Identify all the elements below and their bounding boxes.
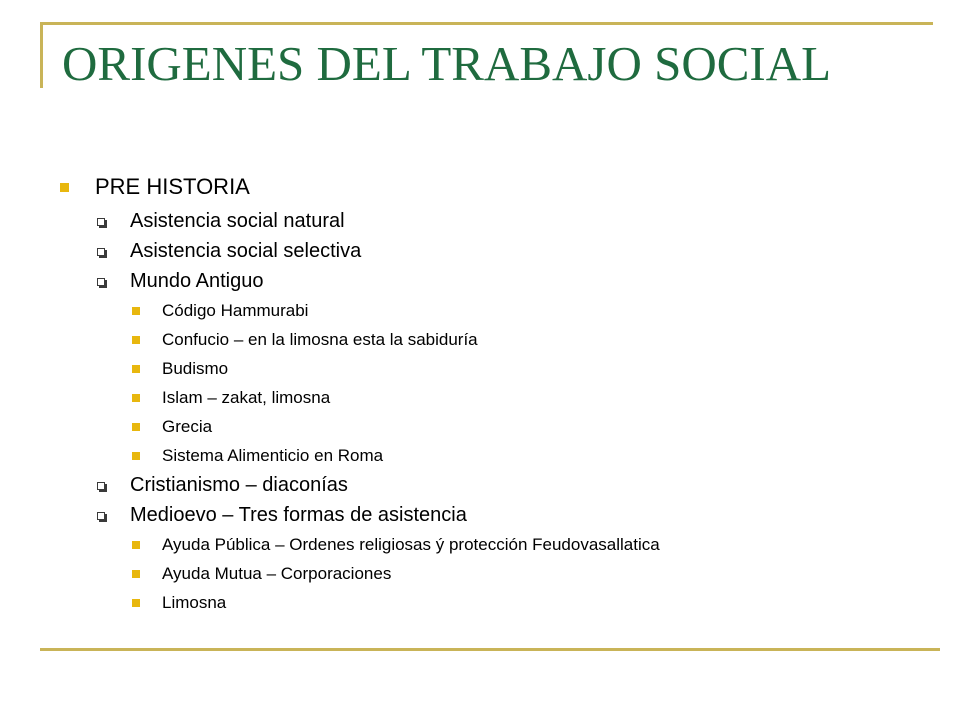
sub-bullet-item bbox=[60, 266, 920, 296]
hollow-square-bullet-icon bbox=[97, 248, 105, 256]
slide-title: ORIGENES DEL TRABAJO SOCIAL bbox=[62, 36, 832, 91]
frame-left-rule bbox=[40, 22, 43, 88]
sub-sub-bullet-item bbox=[60, 354, 920, 383]
square-bullet-icon bbox=[60, 183, 69, 192]
sub-bullet-text: Cristianismo – diaconías bbox=[130, 474, 348, 496]
sub-sub-bullet-text: Grecia bbox=[162, 417, 213, 436]
square-bullet-icon bbox=[132, 570, 140, 578]
bullet-text: PRE HISTORIA bbox=[95, 174, 250, 199]
square-bullet-icon bbox=[132, 394, 140, 402]
sub-sub-bullet-item bbox=[60, 588, 920, 617]
sub-sub-bullet-item bbox=[60, 441, 920, 470]
frame-bottom-rule bbox=[40, 648, 940, 651]
sub-sub-bullet-text: Islam – zakat, limosna bbox=[162, 388, 331, 407]
square-bullet-icon bbox=[132, 365, 140, 373]
square-bullet-icon bbox=[132, 541, 140, 549]
sub-sub-bullet-text: Ayuda Pública – Ordenes religiosas ý protección Feudovasallatica bbox=[162, 535, 660, 554]
sub-sub-bullet-item bbox=[60, 559, 920, 588]
sub-bullet-text: Mundo Antiguo bbox=[130, 270, 264, 292]
sub-sub-bullet-text: Confucio – en la limosna esta la sabiduría bbox=[162, 330, 478, 349]
bullet-list bbox=[60, 168, 920, 617]
hollow-square-bullet-icon bbox=[97, 482, 105, 490]
sub-sub-bullet-item bbox=[60, 383, 920, 412]
hollow-square-bullet-icon bbox=[97, 218, 105, 226]
sub-bullet-item bbox=[60, 236, 920, 266]
sub-bullet-item bbox=[60, 206, 920, 236]
sub-sub-bullet-item bbox=[60, 530, 920, 559]
sub-sub-bullet-item bbox=[60, 412, 920, 441]
sub-sub-bullet-text: Código Hammurabi bbox=[162, 301, 309, 320]
hollow-square-bullet-icon bbox=[97, 512, 105, 520]
square-bullet-icon bbox=[132, 599, 140, 607]
sub-sub-bullet-item bbox=[60, 296, 920, 325]
sub-sub-bullet-item bbox=[60, 325, 920, 354]
sub-sub-bullet-text: Limosna bbox=[162, 593, 227, 612]
bullet-item bbox=[60, 168, 920, 206]
square-bullet-icon bbox=[132, 452, 140, 460]
sub-bullet-item bbox=[60, 500, 920, 530]
sub-bullet-text: Asistencia social selectiva bbox=[130, 240, 362, 262]
square-bullet-icon bbox=[132, 423, 140, 431]
frame-top-rule bbox=[40, 22, 933, 25]
sub-sub-bullet-text: Sistema Alimenticio en Roma bbox=[162, 446, 384, 465]
sub-sub-bullet-text: Ayuda Mutua – Corporaciones bbox=[162, 564, 392, 583]
sub-bullet-item bbox=[60, 470, 920, 500]
hollow-square-bullet-icon bbox=[97, 278, 105, 286]
sub-bullet-text: Asistencia social natural bbox=[130, 210, 345, 232]
square-bullet-icon bbox=[132, 307, 140, 315]
square-bullet-icon bbox=[132, 336, 140, 344]
sub-sub-bullet-text: Budismo bbox=[162, 359, 229, 378]
sub-bullet-text: Medioevo – Tres formas de asistencia bbox=[130, 504, 467, 526]
